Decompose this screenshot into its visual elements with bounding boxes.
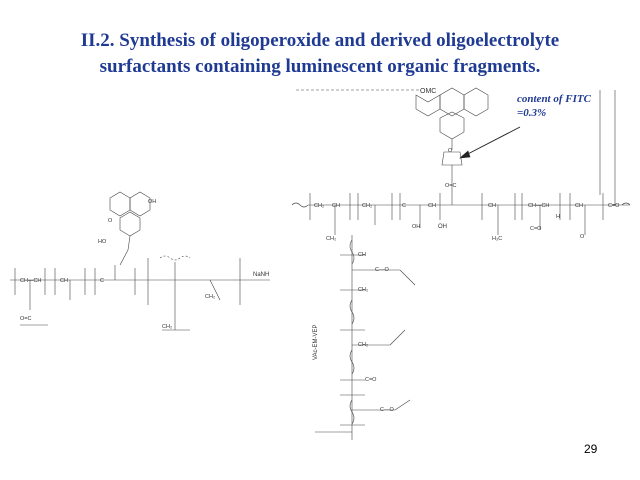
title-line-2: surfactants containing luminescent organic fragments. <box>99 56 541 77</box>
svg-text:O=C: O=C <box>445 183 457 189</box>
svg-text:OH: OH <box>148 199 157 205</box>
svg-text:CH₂: CH₂ <box>358 342 369 348</box>
svg-text:C—O: C—O <box>380 407 394 413</box>
fitc-fragment-top <box>416 88 488 185</box>
svg-text:H₃C: H₃C <box>492 236 503 242</box>
svg-text:O=C: O=C <box>20 316 32 322</box>
page-number: 29 <box>584 442 598 456</box>
svg-text:CH: CH <box>428 203 436 209</box>
left-group-label: NaNH <box>253 272 270 278</box>
svg-text:C=O: C=O <box>530 226 542 232</box>
svg-text:C=O: C=O <box>608 203 620 209</box>
svg-text:CH₂: CH₂ <box>326 236 337 242</box>
fitc-fragment-left <box>110 192 150 265</box>
svg-text:CH₂: CH₂ <box>358 287 369 293</box>
fitc-content-annotation <box>517 92 591 120</box>
svg-text:C: C <box>402 203 406 209</box>
svg-text:CH₂: CH₂ <box>205 294 216 300</box>
title-line-1: II.2. Synthesis of oligoperoxide and derived oligoelectrolyte <box>80 30 560 51</box>
svg-text:CH₂: CH₂ <box>162 324 173 330</box>
svg-text:O: O <box>580 234 585 240</box>
svg-text:CH: CH <box>488 203 496 209</box>
svg-text:H: H <box>556 214 560 220</box>
annotation-line-2: =0.3% <box>517 107 547 119</box>
svg-text:CH: CH <box>358 252 366 258</box>
svg-text:HO: HO <box>98 239 107 245</box>
svg-text:O: O <box>448 148 453 154</box>
annotation-line-1: content of FITC <box>517 93 591 105</box>
mid-group-label: OH <box>438 224 447 230</box>
svg-text:CH₂: CH₂ <box>362 203 373 209</box>
svg-text:CH: CH <box>332 203 340 209</box>
svg-text:CH: CH <box>575 203 583 209</box>
svg-text:O: O <box>108 218 113 224</box>
omc-label: OMC <box>420 88 437 95</box>
backbone-label: VAc-EM-VEP <box>313 324 319 360</box>
svg-text:CH₂: CH₂ <box>314 203 325 209</box>
svg-text:OH: OH <box>412 224 421 230</box>
svg-text:CH—CH: CH—CH <box>528 203 550 209</box>
svg-text:C—O: C—O <box>375 267 389 273</box>
svg-text:C: C <box>100 278 104 284</box>
svg-text:CH—CH: CH—CH <box>20 278 42 284</box>
svg-text:C=O: C=O <box>365 377 377 383</box>
svg-text:CH: CH <box>60 278 68 284</box>
